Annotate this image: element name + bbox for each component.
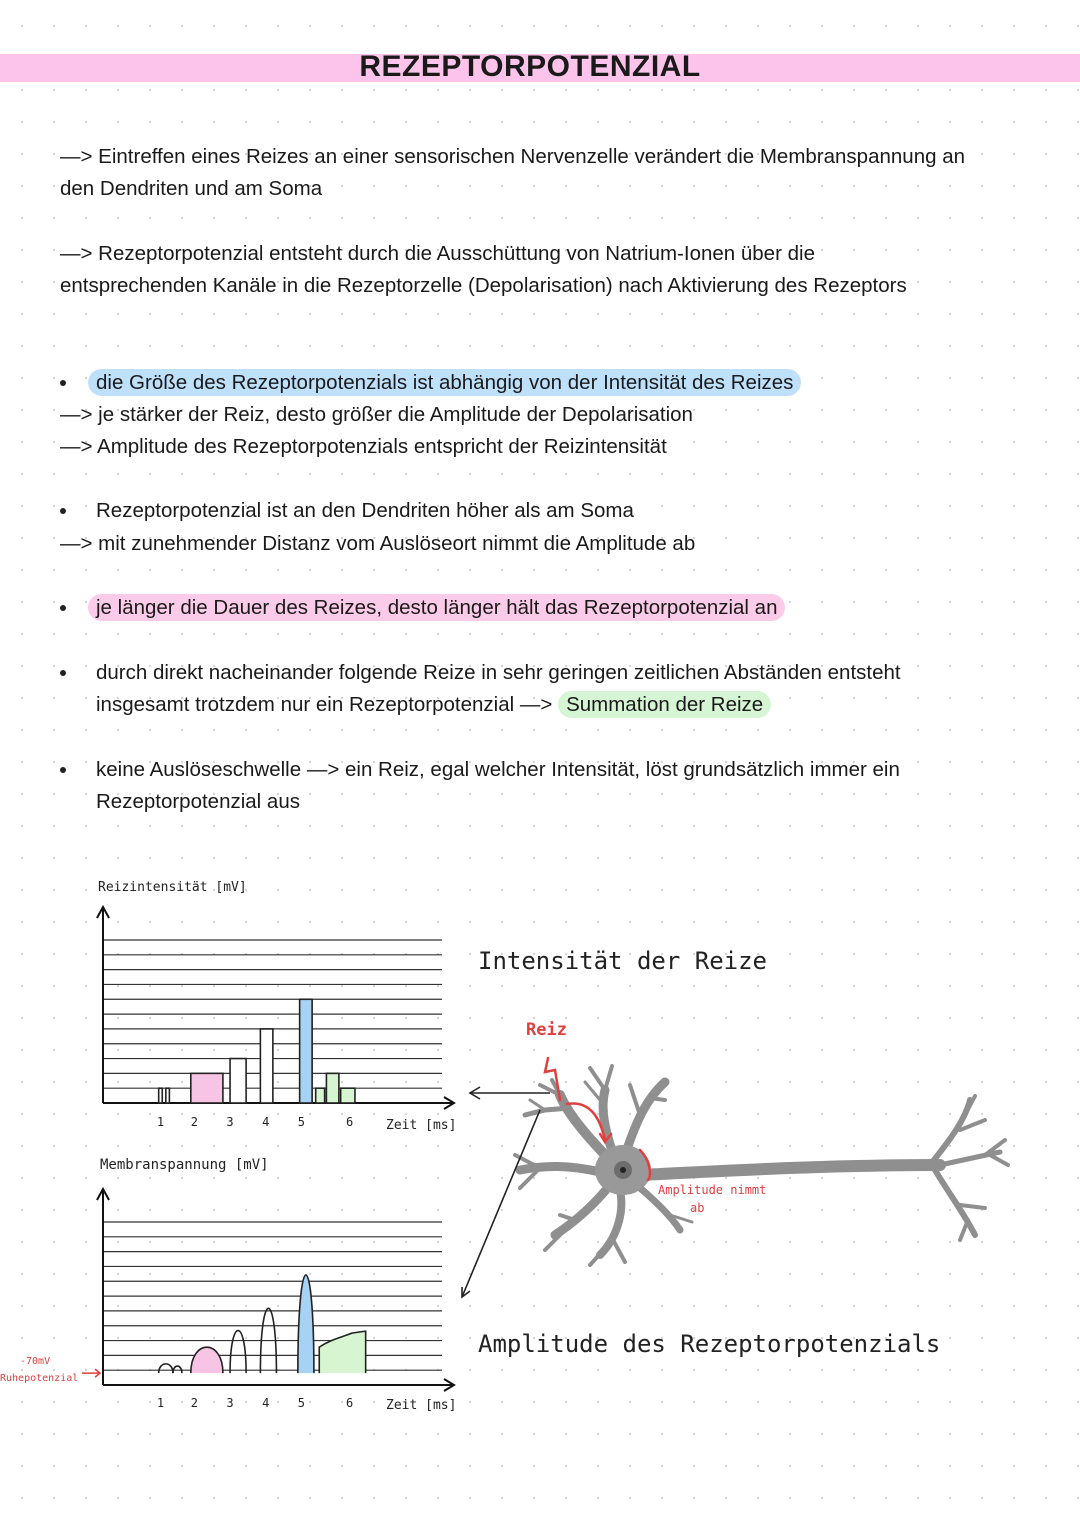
chart1-tick-label: 6 bbox=[345, 1115, 354, 1129]
bullet-2: Rezeptorpotenzial ist an den Dendriten höher als am Soma bbox=[96, 499, 634, 522]
stimulus-label: Reiz bbox=[526, 1020, 567, 1040]
paragraph-2-line-1: —> Rezeptorpotenzial entsteht durch die Ausschüttung von Natrium-Ionen über die bbox=[60, 242, 815, 265]
chart2-ylabel: Membranspannung [mV] bbox=[100, 1157, 269, 1173]
chart1-xlabel: Zeit [ms] bbox=[386, 1118, 457, 1133]
chart1-tick-label: 2 bbox=[190, 1115, 198, 1129]
baseline-caption: Ruhepotenzial bbox=[0, 1373, 79, 1384]
bullet-3-highlight: je länger die Dauer des Reizes, desto länger hält das Rezeptorpotenzial an bbox=[88, 594, 785, 621]
paragraph-2-line-2: entsprechenden Kanäle in die Rezeptorzelle (Depolarisation) nach Aktivierung des Rezeptors bbox=[60, 274, 907, 297]
chart2-tick-label: 4 bbox=[262, 1396, 270, 1410]
amplitude-decrease-label-2: ab bbox=[690, 1201, 705, 1215]
page-title: REZEPTORPOTENZIAL bbox=[359, 50, 701, 83]
chart1-tick-label: 3 bbox=[226, 1115, 234, 1129]
paragraph-1-line-1: —> Eintreffen eines Reizes an einer sensorischen Nervenzelle verändert die Membranspannung an bbox=[60, 145, 965, 168]
receptor-amplitude-label: Amplitude des Rezeptorpotenzials bbox=[478, 1330, 941, 1358]
chart1-tick-label: 1 bbox=[156, 1115, 165, 1129]
bullet-4-highlight: Summation der Reize bbox=[558, 691, 771, 718]
chart2-xlabel: Zeit [ms] bbox=[386, 1398, 457, 1413]
chart2-tick-label: 3 bbox=[226, 1396, 234, 1410]
bullet-4-line-1: durch direkt nacheinander folgende Reize in sehr geringen zeitlichen Abständen entsteht bbox=[96, 661, 901, 684]
chart1-tick-label: 4 bbox=[262, 1115, 270, 1129]
bullet-2-sub-1: —> mit zunehmender Distanz vom Auslöseort nimmt die Amplitude ab bbox=[60, 532, 696, 555]
neuron-dendrites bbox=[515, 1066, 1008, 1265]
chart2-tick-label: 5 bbox=[297, 1396, 306, 1410]
chart1-ylabel: Reizintensität [mV] bbox=[98, 880, 247, 895]
bullet-4-line-2-text: insgesamt trotzdem nur ein Rezeptorpotenzial —> bbox=[96, 693, 559, 716]
bullet-1-highlight: die Größe des Rezeptorpotenzials ist abhängig von der Intensität des Reizes bbox=[88, 369, 801, 396]
chart2-tick-label: 2 bbox=[190, 1396, 198, 1410]
bullet-1-sub-2: —> Amplitude des Rezeptorpotenzials entspricht der Reizintensität bbox=[60, 435, 667, 458]
amplitude-decrease-label: Amplitude nimmt bbox=[658, 1183, 767, 1197]
chart2-tick-label: 6 bbox=[345, 1396, 354, 1410]
neuron-nucleolus bbox=[620, 1167, 626, 1173]
connector-arrows bbox=[462, 1087, 550, 1297]
bullet-1-sub-1: —> je stärker der Reiz, desto größer die Amplitude der Depolarisation bbox=[60, 403, 693, 426]
intensity-label: Intensität der Reize bbox=[478, 947, 767, 975]
bullet-5-line-1: keine Auslöseschwelle —> ein Reiz, egal welcher Intensität, löst grundsätzlich immer ein bbox=[96, 758, 900, 781]
bullet-5-line-2: Rezeptorpotenzial aus bbox=[96, 790, 300, 813]
paragraph-1-line-2: den Dendriten und am Soma bbox=[60, 177, 323, 200]
chart1-tick-label: 5 bbox=[297, 1115, 306, 1129]
chart2-tick-label: 1 bbox=[156, 1396, 165, 1410]
baseline-value: -70mV bbox=[20, 1356, 51, 1367]
